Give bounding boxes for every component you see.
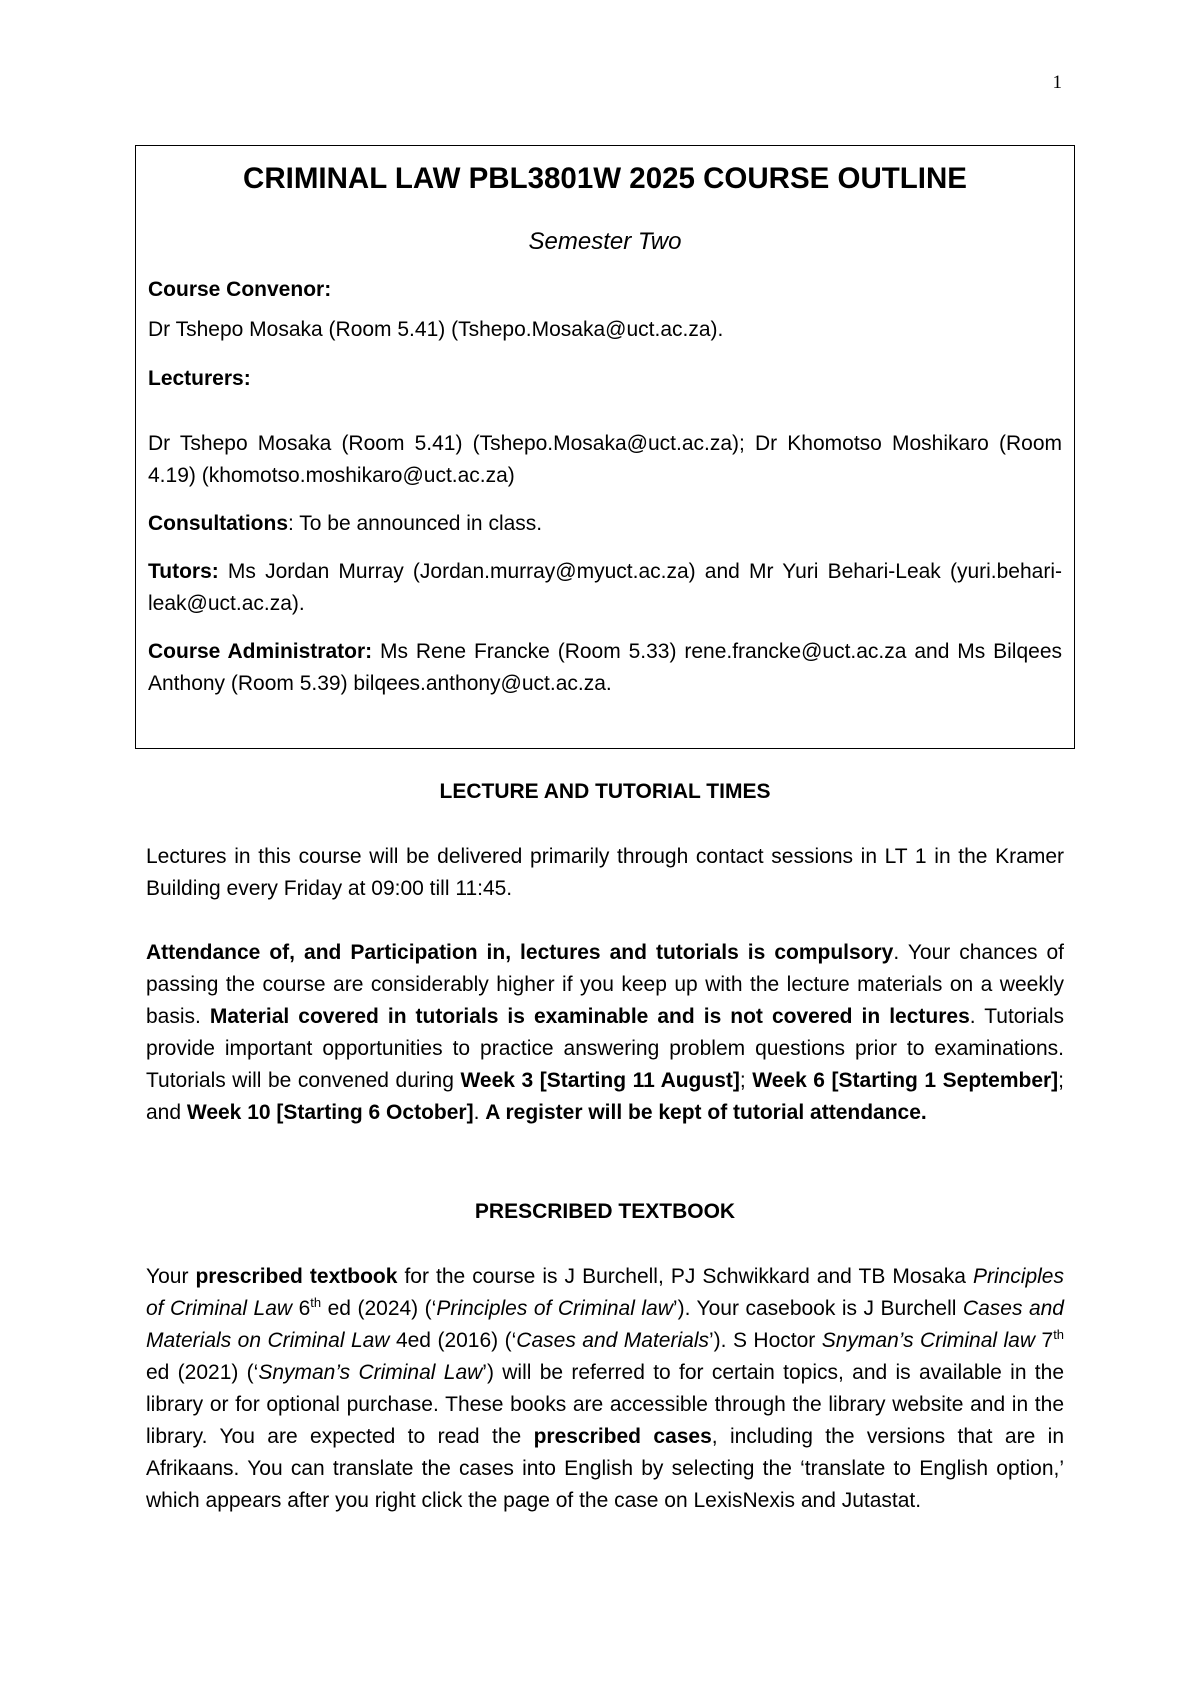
tb-s7: ed (2024) (‘ bbox=[321, 1297, 437, 1320]
tb-sup-1: th bbox=[310, 1295, 322, 1310]
lecture-times-section bbox=[146, 841, 1064, 1129]
tb-casebook-title: Cases and Materials on Criminal Law bbox=[146, 1297, 1064, 1352]
textbook-section bbox=[146, 1261, 1064, 1517]
tb-principles-short: Principles of Criminal law bbox=[436, 1297, 673, 1320]
tb-s11: 4ed (2016) (‘ bbox=[389, 1329, 517, 1352]
attendance-bold: Attendance of, and Participation in, lectures and tutorials is compulsory bbox=[146, 941, 894, 964]
tb-s3: for the course is J Burchell, PJ Schwikkard and TB Mosaka bbox=[397, 1265, 973, 1288]
week6-bold: Week 6 [Starting 1 September] bbox=[752, 1069, 1059, 1092]
course-header-box bbox=[135, 145, 1075, 749]
convenor-text: Dr Tshepo Mosaka (Room 5.41) (Tshepo.Mosaka@uct.ac.za). bbox=[148, 318, 724, 341]
admin-paragraph bbox=[148, 636, 1062, 700]
consultations-label: Consultations bbox=[148, 512, 288, 535]
tb-principles-title: Principles of Criminal Law bbox=[146, 1265, 1064, 1320]
lecture-times-heading: LECTURE AND TUTORIAL TIMES bbox=[439, 780, 771, 803]
tb-s9: ’). Your casebook is J Burchell bbox=[672, 1297, 963, 1320]
tb-snyman-title: Snyman’s Criminal law bbox=[821, 1329, 1036, 1352]
tb-s1: Your bbox=[146, 1265, 196, 1288]
admin-text: Ms Rene Francke (Room 5.33) rene.francke@uct.ac.za and Ms Bilqees Anthony (Room 5.39) bilqees.anthony@uct.ac.za. bbox=[148, 640, 1062, 695]
register-bold: A register will be kept of tutorial attendance. bbox=[485, 1101, 927, 1124]
lectures-paragraph: Lectures in this course will be delivered primarily through contact sessions in LT 1 in the Kramer Building every Friday at 09:00 till 11:45. bbox=[146, 845, 1064, 900]
sep-3: . bbox=[473, 1101, 486, 1124]
tb-s15: 7 bbox=[1035, 1329, 1054, 1352]
sep-1: ; bbox=[739, 1069, 753, 1092]
tutors-text: Ms Jordan Murray (Jordan.murray@myuct.ac.za) and Mr Yuri Behari-Leak (yuri.behari-leak@uct.ac.za). bbox=[148, 560, 1062, 615]
consultations-text: : To be announced in class. bbox=[288, 512, 543, 535]
tb-s5: 6 bbox=[292, 1297, 311, 1320]
textbook-heading: PRESCRIBED TEXTBOOK bbox=[474, 1200, 736, 1223]
tutors-label: Tutors: bbox=[148, 560, 219, 583]
lecturers-text: Dr Tshepo Mosaka (Room 5.41) (Tshepo.Mosaka@uct.ac.za); Dr Khomotso Moshikaro (Room 4.19) (khomotso.moshikaro@uct.ac.za) bbox=[148, 432, 1062, 487]
sep-2: ; and bbox=[146, 1069, 1065, 1124]
tb-s19: ’) will be referred to for certain topics, and is available in the library or for optional purchase. These books are accessible through the library website and in the library. You are expected to read the bbox=[146, 1361, 1064, 1448]
admin-label: Course Administrator: bbox=[148, 640, 373, 663]
course-subtitle: Semester Two bbox=[528, 228, 682, 255]
tb-prescribed-cases: prescribed cases bbox=[533, 1425, 712, 1448]
convenor-label: Course Convenor: bbox=[148, 278, 332, 301]
week3-bold: Week 3 [Starting 11 August] bbox=[460, 1069, 740, 1092]
attendance-paragraph bbox=[146, 937, 1064, 1129]
tb-prescribed-textbook: prescribed textbook bbox=[195, 1265, 398, 1288]
consultations-paragraph bbox=[148, 508, 1062, 540]
tb-snyman-short: Snyman’s Criminal Law bbox=[258, 1361, 483, 1384]
page-number: 1 bbox=[1052, 72, 1062, 93]
textbook-paragraph bbox=[146, 1261, 1064, 1517]
week10-bold: Week 10 [Starting 6 October] bbox=[186, 1101, 474, 1124]
tb-s13: ’). S Hoctor bbox=[708, 1329, 822, 1352]
tutorial-examinable-bold: Material covered in tutorials is examinable and is not covered in lectures bbox=[209, 1005, 970, 1028]
tutorial-text: . Tutorials provide important opportunities to practice answering problem questions prior to examinations. Tutorials will be convened during bbox=[146, 1005, 1064, 1092]
tb-casebook-short: Cases and Materials bbox=[516, 1329, 709, 1352]
tb-s21: , including the versions that are in Afrikaans. You can translate the cases into English by selecting the ‘translate to English option,’ which appears after you right click the page of the case on LexisNexis and Jutastat. bbox=[146, 1425, 1064, 1512]
attendance-text: . Your chances of passing the course are considerably higher if you keep up with the lecture materials on a weekly basis. bbox=[146, 941, 1064, 1028]
course-title: CRIMINAL LAW PBL3801W 2025 COURSE OUTLINE bbox=[243, 162, 967, 195]
lecturers-label: Lecturers: bbox=[148, 367, 251, 390]
tb-sup-2: th bbox=[1053, 1327, 1065, 1342]
tb-s17: ed (2021) (‘ bbox=[146, 1361, 259, 1384]
tutors-paragraph bbox=[148, 556, 1062, 620]
